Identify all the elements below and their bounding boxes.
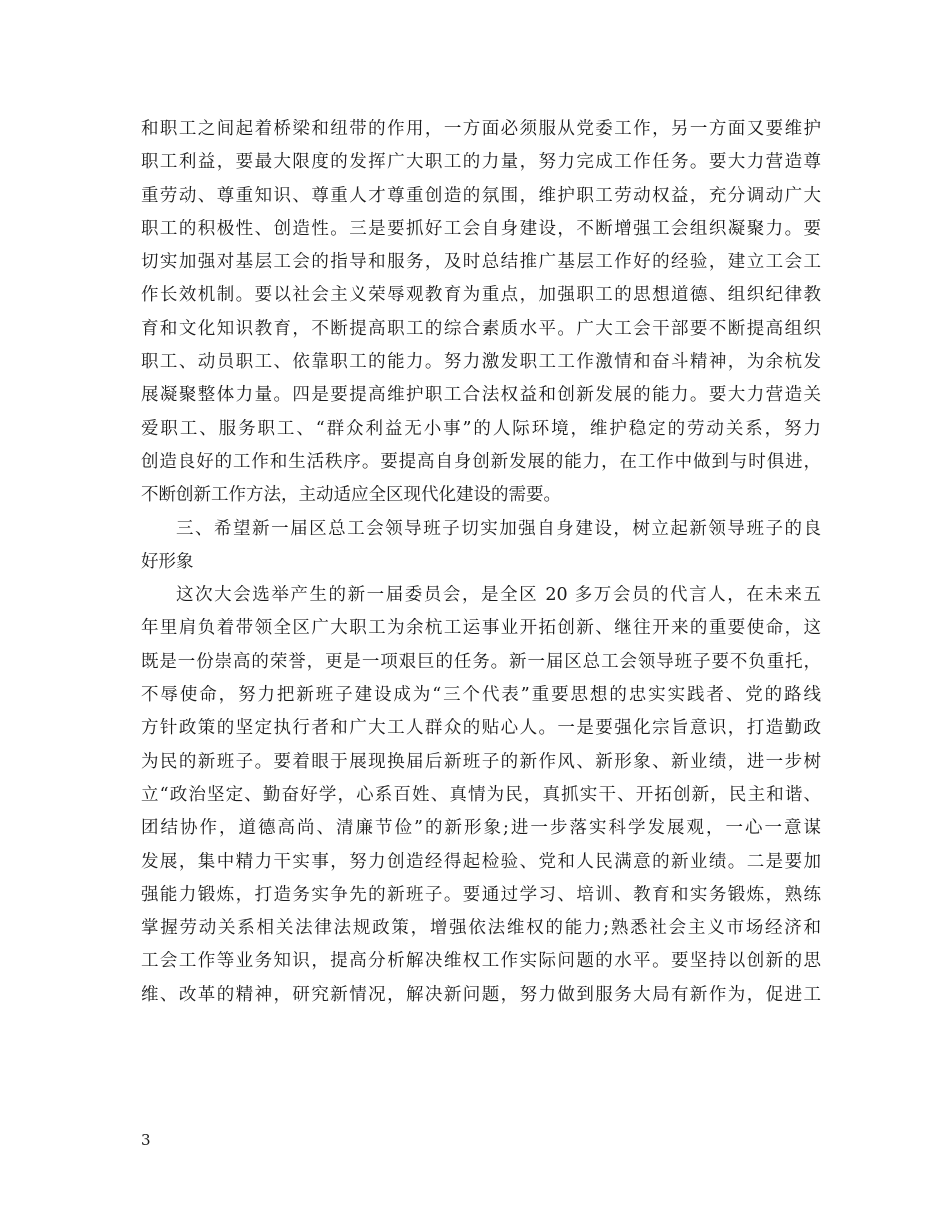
body-text [141, 113, 821, 1012]
text-line: 作长效机制。要以社会主义荣辱观教育为重点，加强职工的思想道德、组织纪律教 [141, 285, 821, 306]
text-line: 年里肩负着带领全区广大职工为余杭工运事业开拓创新、继往开来的重要使命，这 [141, 618, 821, 639]
section-heading-3 [141, 513, 821, 580]
text-line: 团结协作，道德高尚、清廉节俭”的新形象;进一步落实科学发展观，一心一意谋 [141, 818, 821, 839]
text-line: 不辱使命，努力把新班子建设成为“三个代表”重要思想的忠实实践者、党的路线 [141, 685, 821, 706]
text-line: 职工、动员职工、依靠职工的能力。努力激发职工工作激情和奋斗精神，为余杭发 [141, 352, 821, 373]
text-line: 爱职工、服务职工、“群众利益无小事”的人际环境，维护稳定的劳动关系，努力 [141, 418, 821, 439]
text-line: 方针政策的坚定执行者和广大工人群众的贴心人。一是要强化宗旨意识，打造勤政 [141, 718, 821, 739]
text-line: 这次大会选举产生的新一届委员会，是全区 20 多万会员的代言人，在未来五 [176, 585, 821, 606]
text-line: 工会工作等业务知识，提高分析解决维权工作实际问题的水平。要坚持以创新的思 [141, 951, 821, 972]
page-number: 3 [141, 1131, 151, 1149]
text-line: 掌握劳动关系相关法律法规政策，增强依法维权的能力;熟悉社会主义市场经济和 [141, 918, 821, 939]
paragraph-1 [141, 113, 821, 513]
text-line: 为民的新班子。要着眼于展现换届后新班子的新作风、新形象、新业绩，进一步树 [141, 751, 821, 772]
text-line: 育和文化知识教育，不断提高职工的综合素质水平。广大工会干部要不断提高组织 [141, 318, 821, 339]
text-line: 好形象 [141, 551, 194, 572]
text-line: 不断创新工作方法，主动适应全区现代化建设的需要。 [141, 485, 561, 506]
text-line: 维、改革的精神，研究新情况，解决新问题，努力做到服务大局有新作为，促进工 [141, 984, 821, 1005]
text-line: 职工利益，要最大限度的发挥广大职工的力量，努力完成工作任务。要大力营造尊 [141, 152, 821, 173]
text-line: 发展，集中精力干实事，努力创造经得起检验、党和人民满意的新业绩。二是要加 [141, 851, 821, 872]
text-line: 强能力锻炼，打造务实争先的新班子。要通过学习、培训、教育和实务锻炼，熟练 [141, 884, 821, 905]
text-line: 职工的积极性、创造性。三是要抓好工会自身建设，不断增强工会组织凝聚力。要 [141, 218, 821, 239]
text-line: 重劳动、尊重知识、尊重人才尊重创造的氛围，维护职工劳动权益，充分调动广大 [141, 185, 821, 206]
text-line: 三、希望新一届区总工会领导班子切实加强自身建设，树立起新领导班子的良 [176, 518, 821, 539]
text-line: 切实加强对基层工会的指导和服务，及时总结推广基层工作好的经验，建立工会工 [141, 252, 821, 273]
paragraph-3 [141, 579, 821, 1012]
text-line: 创造良好的工作和生活秩序。要提高自身创新发展的能力，在工作中做到与时俱进， [141, 451, 821, 472]
text-line: 既是一份崇高的荣誉，更是一项艰巨的任务。新一届区总工会领导班子要不负重托， [141, 651, 821, 672]
text-line: 和职工之间起着桥梁和纽带的作用，一方面必须服从党委工作，另一方面又要维护 [141, 119, 821, 139]
text-line: 立“政治坚定、勤奋好学，心系百姓、真情为民，真抓实干、开拓创新，民主和谐、 [141, 784, 821, 805]
text-line: 展凝聚整体力量。四是要提高维护职工合法权益和创新发展的能力。要大力营造关 [141, 385, 821, 406]
